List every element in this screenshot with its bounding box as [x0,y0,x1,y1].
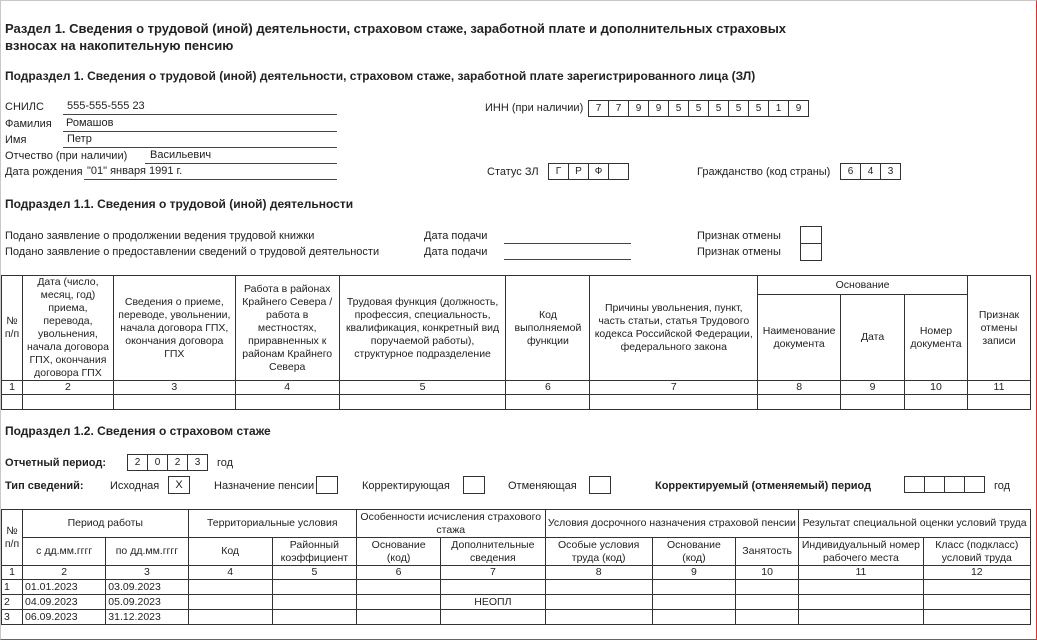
th-reasons: Причины увольнения, пункт, часть статьи, статья Трудового кодекса Российской Федерации, федерального закона [590,276,758,381]
th2-early-basis: Основание (код) [652,538,735,566]
table-row[interactable] [2,580,1031,595]
char-box[interactable]: 5 [748,100,768,117]
th2-num: № п/п [2,510,23,566]
th2-to: по дд.мм.гггг [106,538,188,566]
char-box[interactable]: Р [568,163,588,180]
column-number: 11 [967,381,1030,395]
table-row[interactable] [2,595,1031,610]
snils-value: 555-555-555 23 [67,100,145,112]
snils-label: СНИЛС [5,101,44,113]
type-pension-checkbox[interactable] [316,476,338,494]
empty-cell[interactable] [545,580,652,595]
th-function: Трудовая функция (должность, профессия, специальность, квалификация, конкретный вид поручаемой работы), структурное подразделение [339,276,506,381]
type-label: Тип сведений: [5,480,84,492]
name-label: Имя [5,134,27,146]
corr-year-word: год [994,480,1011,492]
char-box[interactable]: 6 [840,163,860,180]
char-box[interactable]: 3 [187,454,208,471]
subsection1-title: Подраздел 1. Сведения о трудовой (иной) деятельности, страховом стаже, заработной плате зарегистрированного лица (ЗЛ) [5,69,756,83]
th-info: Сведения о приеме, переводе, увольнении, начала договора ГПХ, окончания договора ГПХ [113,276,235,381]
th2-territorial: Территориальные условия [188,510,356,538]
inn-boxes[interactable] [588,100,809,117]
column-number: 9 [652,566,735,580]
column-number: 2 [22,381,113,395]
char-box[interactable]: 3 [880,163,901,180]
th2-calc: Особенности исчисления страхового стажа [356,510,545,538]
char-box[interactable] [944,476,964,493]
char-box[interactable]: Г [548,163,568,180]
th-docnum: Номер документа [905,295,968,381]
patronymic-label: Отчество (при наличии) [5,150,128,162]
patronymic-value: Васильевич [150,149,212,161]
char-box[interactable]: Ф [588,163,608,180]
column-number: 8 [545,566,652,580]
corr-period-label: Корректируемый (отменяемый) период [655,480,872,492]
column-number: 3 [106,566,188,580]
th-date: Дата (число, месяц, год) приема, перевода, увольнения, начала договора ГПХ, окончания договора ГПХ [22,276,113,381]
column-number: 10 [905,381,968,395]
statement2-text: Подано заявление о предоставлении сведений о трудовой деятельности [5,246,380,258]
empty-cell[interactable] [736,580,799,595]
empty-cell[interactable] [545,610,652,625]
row-number[interactable]: 1 [2,580,23,595]
period-from-cell[interactable]: 01.01.2023 [23,580,106,595]
extra-info-cell[interactable]: НЕОПЛ [441,595,545,610]
th-num: № п/п [2,276,23,381]
column-numbers-row [2,566,1031,580]
subsection12-title: Подраздел 1.2. Сведения о страховом стаже [5,424,271,438]
column-number: 2 [23,566,106,580]
char-box[interactable]: 4 [860,163,880,180]
column-number: 7 [441,566,545,580]
empty-cell[interactable] [652,610,735,625]
char-box[interactable] [904,476,924,493]
dob-label: Дата рождения [5,166,83,178]
cancel-checkbox-2[interactable] [800,243,822,261]
patronymic-field[interactable] [145,149,337,164]
empty-cell[interactable] [799,580,923,595]
empty-cell[interactable] [272,580,356,595]
column-number: 1 [2,566,23,580]
th2-calc-basis: Основание (код) [356,538,440,566]
th2-early-emp: Занятость [736,538,799,566]
column-number: 4 [235,381,339,395]
char-box[interactable]: 9 [788,100,809,117]
statement1-text: Подано заявление о продолжении ведения трудовой книжки [5,230,315,242]
char-box[interactable]: 5 [728,100,748,117]
column-number: 5 [339,381,506,395]
th-docdate: Дата [841,295,905,381]
submit-date-label-1: Дата подачи [424,230,488,242]
surname-field[interactable] [63,117,337,132]
char-box[interactable]: 5 [708,100,728,117]
empty-cell[interactable] [736,610,799,625]
th2-code: Код [188,538,272,566]
citizenship-boxes[interactable] [840,163,901,180]
empty-cell[interactable] [923,610,1030,625]
section-title-line1: Раздел 1. Сведения о трудовой (иной) деятельности, страховом стаже, заработной плате и дополнительных страховых [5,21,787,36]
column-number: 11 [799,566,923,580]
column-number: 10 [736,566,799,580]
char-box[interactable] [964,476,985,493]
char-box[interactable]: 9 [628,100,648,117]
citizenship-label: Гражданство (код страны) [697,166,831,178]
empty-cell[interactable] [799,595,923,610]
column-number: 9 [841,381,905,395]
char-box[interactable] [924,476,944,493]
corr-period-boxes[interactable] [904,476,985,493]
period-label: Отчетный период: [5,457,107,469]
type-pension-label: Назначение пенсии [214,480,315,492]
surname-value: Ромашов [66,117,114,129]
row-number[interactable]: 2 [2,595,23,610]
empty-cell[interactable] [799,610,923,625]
snils-field[interactable] [63,100,337,115]
empty-cell[interactable] [736,595,799,610]
type-cancel-label: Отменяющая [508,480,577,492]
th2-period: Период работы [23,510,188,538]
name-value: Петр [67,133,92,145]
char-box[interactable]: 0 [147,454,167,471]
column-number: 1 [2,381,23,395]
labor-activity-table [1,275,1031,410]
period-to-cell[interactable]: 31.12.2023 [106,610,188,625]
type-correct-label: Корректирующая [362,480,450,492]
empty-cell[interactable] [356,610,440,625]
column-number: 5 [272,566,356,580]
th2-coef: Районный коэффициент [272,538,356,566]
column-number: 12 [923,566,1030,580]
dob-value: "01" января 1991 г. [87,165,183,177]
section-title-line2: взносах на накопительную пенсию [5,38,234,53]
subsection11-title: Подраздел 1.1. Сведения о трудовой (иной) деятельности [5,197,354,211]
submit-date-field-1[interactable] [504,229,631,244]
table-row[interactable] [2,610,1031,625]
column-number: 6 [356,566,440,580]
type-cancel-checkbox[interactable] [589,476,611,494]
inn-label: ИНН (при наличии) [485,102,584,114]
column-numbers-row [2,381,1031,395]
extra-info-cell[interactable] [441,580,545,595]
th2-early: Условия досрочного назначения страховой пенсии [545,510,799,538]
empty-cell[interactable] [272,610,356,625]
th-cancel: Признак отмены записи [967,276,1030,381]
period-to-cell[interactable]: 03.09.2023 [106,580,188,595]
period-from-cell[interactable]: 06.09.2023 [23,610,106,625]
empty-cell[interactable] [356,580,440,595]
empty-cell[interactable] [652,595,735,610]
char-box[interactable]: 2 [127,454,147,471]
type-original-checkbox[interactable]: X [168,476,190,494]
status-boxes[interactable] [548,163,629,180]
period-from-cell[interactable]: 04.09.2023 [23,595,106,610]
row-number[interactable]: 3 [2,610,23,625]
period-year-word: год [217,457,234,469]
empty-cell[interactable] [188,610,272,625]
th-basis: Основание [758,276,968,295]
char-box[interactable]: 9 [648,100,668,117]
th-docname: Наименование документа [758,295,841,381]
name-field[interactable] [63,133,337,148]
th2-sout-class: Класс (подкласс) условий труда [923,538,1030,566]
empty-cell[interactable] [356,595,440,610]
column-number: 6 [506,381,590,395]
char-box[interactable]: 5 [688,100,708,117]
dob-field[interactable] [84,165,337,180]
cancel-label-2: Признак отмены [697,246,781,258]
type-original-label: Исходная [110,480,160,492]
th2-sout: Результат специальной оценки условий труда [799,510,1031,538]
empty-cell[interactable] [923,580,1030,595]
th-code: Код выполняемой функции [506,276,590,381]
th2-from: с дд.мм.гггг [23,538,106,566]
surname-label: Фамилия [5,118,52,130]
cancel-label-1: Признак отмены [697,230,781,242]
th-north: Работа в районах Крайнего Севера / работа в местностях, приравненных к районам Крайнего Севера [235,276,339,381]
period-year-boxes[interactable] [127,454,208,471]
char-box[interactable]: 2 [167,454,187,471]
th2-sout-id: Индивидуальный номер рабочего места [799,538,923,566]
submit-date-field-2[interactable] [504,245,631,260]
column-number: 3 [113,381,235,395]
column-number: 4 [188,566,272,580]
cancel-checkbox-1[interactable] [800,226,822,244]
status-label: Статус ЗЛ [487,166,539,178]
extra-info-cell[interactable] [441,610,545,625]
type-correct-checkbox[interactable] [463,476,485,494]
submit-date-label-2: Дата подачи [424,246,488,258]
char-box[interactable]: 1 [768,100,788,117]
empty-cell[interactable] [545,595,652,610]
empty-cell[interactable] [652,580,735,595]
column-number: 8 [758,381,841,395]
insurance-table [1,509,1031,625]
empty-cell[interactable] [188,580,272,595]
char-box[interactable]: 7 [608,100,628,117]
char-box[interactable] [608,163,629,180]
char-box[interactable]: 7 [588,100,608,117]
table-row[interactable] [2,395,1031,410]
th2-early-cond: Особые условия труда (код) [545,538,652,566]
th2-calc-extra: Дополнительные сведения [441,538,545,566]
column-number: 7 [590,381,758,395]
empty-cell[interactable] [188,595,272,610]
empty-cell[interactable] [923,595,1030,610]
char-box[interactable]: 5 [668,100,688,117]
period-to-cell[interactable]: 05.09.2023 [106,595,188,610]
empty-cell[interactable] [272,595,356,610]
